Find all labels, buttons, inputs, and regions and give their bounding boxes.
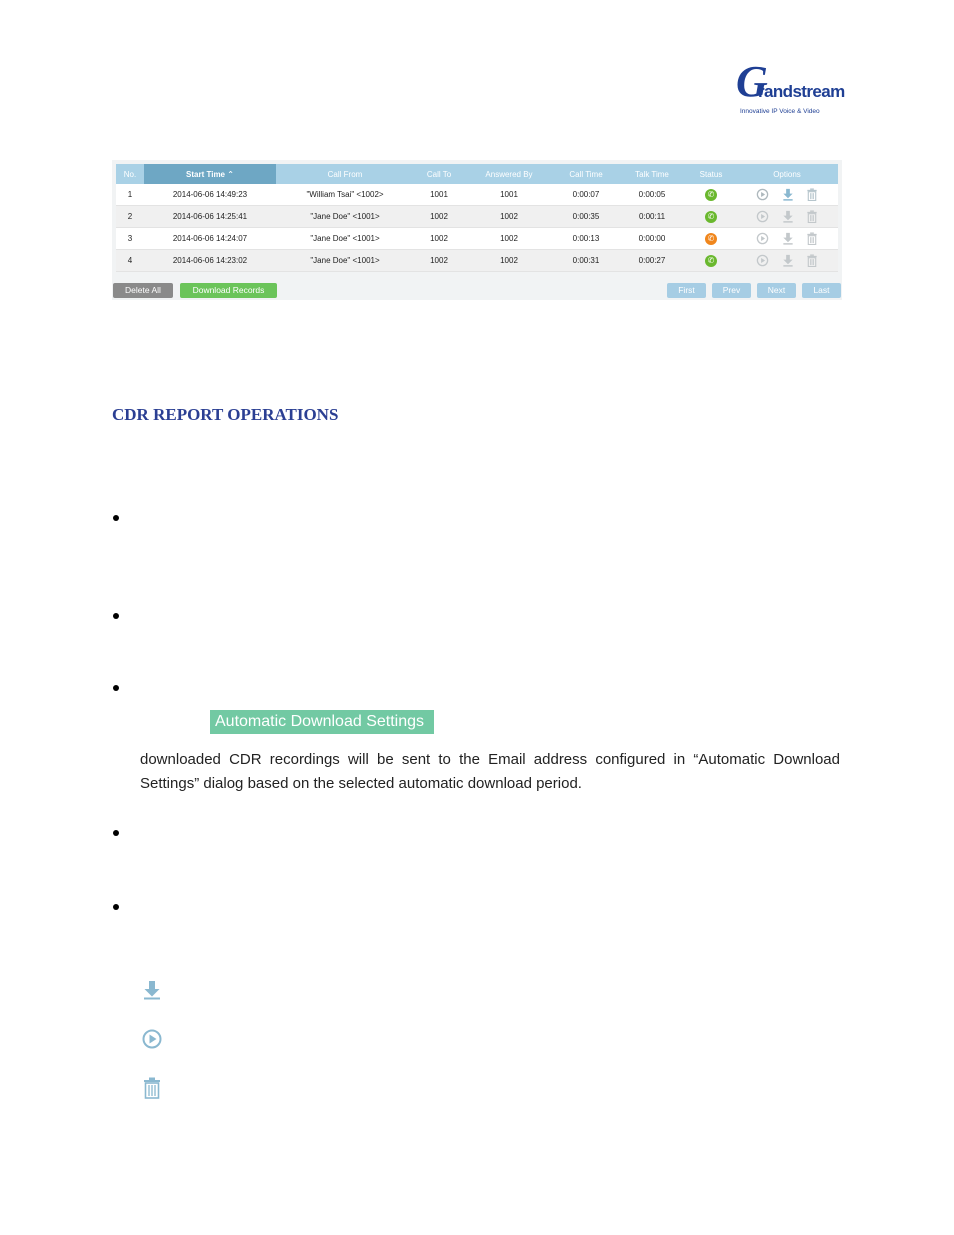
- bullet: [113, 904, 119, 910]
- download-icon[interactable]: [782, 232, 794, 245]
- cell-call-to: 1002: [414, 206, 464, 228]
- download-records-button[interactable]: Download Records: [180, 283, 277, 298]
- cell-options: [736, 184, 838, 206]
- download-icon[interactable]: [782, 210, 794, 223]
- table-header-row: [116, 164, 838, 184]
- bullet: [113, 613, 119, 619]
- cell-call-from: "Jane Doe" <1001>: [276, 228, 414, 250]
- table-row: [116, 206, 838, 228]
- cell-start-time: 2014-06-06 14:25:41: [144, 206, 276, 228]
- table-row: [116, 250, 838, 272]
- trash-icon[interactable]: [806, 232, 818, 245]
- cell-start-time: 2014-06-06 14:49:23: [144, 184, 276, 206]
- cell-call-time: 0:00:31: [554, 250, 618, 272]
- answered-phone-icon: ✆: [705, 255, 717, 267]
- cell-call-to: 1002: [414, 228, 464, 250]
- cell-answered-by: 1002: [464, 206, 554, 228]
- play-icon[interactable]: [756, 210, 769, 223]
- cell-options: [736, 228, 838, 250]
- grandstream-logo: [736, 57, 845, 120]
- cell-call-time: 0:00:35: [554, 206, 618, 228]
- answered-phone-icon: ✆: [705, 211, 717, 223]
- cell-call-from: "Jane Doe" <1001>: [276, 250, 414, 272]
- cell-options: [736, 206, 838, 228]
- missed-call-icon: ✆: [705, 233, 717, 245]
- paragraph: downloaded CDR recordings will be sent to the Email address configured in “Automatic Download Settings” dialog based on the selected automatic download period.: [140, 751, 840, 792]
- cell-answered-by: 1002: [464, 228, 554, 250]
- col-call-from[interactable]: Call From: [276, 164, 414, 184]
- col-no[interactable]: No.: [116, 164, 144, 184]
- cell-no: 1: [116, 184, 144, 206]
- cell-call-from: "Jane Doe" <1001>: [276, 206, 414, 228]
- automatic-download-settings-button[interactable]: Automatic Download Settings: [210, 710, 434, 734]
- cell-status: [686, 228, 736, 250]
- col-call-time[interactable]: Call Time: [554, 164, 618, 184]
- cell-status: [686, 250, 736, 272]
- cell-talk-time: 0:00:27: [618, 250, 686, 272]
- col-start-time-label: Start Time: [186, 169, 226, 179]
- first-page-button[interactable]: First: [667, 283, 706, 298]
- cell-talk-time: 0:00:00: [618, 228, 686, 250]
- cdr-table: [116, 164, 838, 272]
- delete-all-button[interactable]: Delete All: [113, 283, 173, 298]
- trash-icon[interactable]: [806, 254, 818, 267]
- cell-talk-time: 0:00:11: [618, 206, 686, 228]
- cell-call-to: 1002: [414, 250, 464, 272]
- logo-mark: G: [736, 57, 768, 106]
- cell-call-from: "William Tsai" <1002>: [276, 184, 414, 206]
- col-status[interactable]: Status: [686, 164, 736, 184]
- trash-icon[interactable]: [806, 188, 818, 201]
- section-heading: CDR REPORT OPERATIONS: [112, 405, 339, 424]
- cell-options: [736, 250, 838, 272]
- bullet: [113, 685, 119, 691]
- answered-phone-icon: ✆: [705, 189, 717, 201]
- cell-status: [686, 184, 736, 206]
- table-row: [116, 228, 838, 250]
- next-page-button[interactable]: Next: [757, 283, 796, 298]
- cdr-panel: [112, 160, 842, 300]
- bullet: [113, 830, 119, 836]
- play-icon[interactable]: [756, 232, 769, 245]
- logo-word: randstream: [758, 82, 845, 101]
- download-icon: [140, 978, 164, 1002]
- download-icon[interactable]: [782, 188, 794, 201]
- cell-no: 2: [116, 206, 144, 228]
- trash-icon[interactable]: [806, 210, 818, 223]
- cell-answered-by: 1002: [464, 250, 554, 272]
- sort-up-icon: ⌃: [227, 169, 234, 179]
- logo-tagline: Innovative IP Voice & Video: [740, 108, 820, 115]
- play-icon: [140, 1027, 164, 1051]
- download-icon[interactable]: [782, 254, 794, 267]
- cell-call-time: 0:00:13: [554, 228, 618, 250]
- bullet: [113, 515, 119, 521]
- cell-answered-by: 1001: [464, 184, 554, 206]
- cell-no: 4: [116, 250, 144, 272]
- play-icon[interactable]: [756, 188, 769, 201]
- cell-talk-time: 0:00:05: [618, 184, 686, 206]
- table-row: [116, 184, 838, 206]
- col-call-to[interactable]: Call To: [414, 164, 464, 184]
- cell-call-to: 1001: [414, 184, 464, 206]
- play-icon[interactable]: [756, 254, 769, 267]
- col-start-time[interactable]: [144, 164, 276, 184]
- last-page-button[interactable]: Last: [802, 283, 841, 298]
- cell-no: 3: [116, 228, 144, 250]
- col-options: Options: [736, 164, 838, 184]
- cell-start-time: 2014-06-06 14:24:07: [144, 228, 276, 250]
- prev-page-button[interactable]: Prev: [712, 283, 751, 298]
- trash-icon: [140, 1076, 164, 1100]
- cell-status: [686, 206, 736, 228]
- col-talk-time[interactable]: Talk Time: [618, 164, 686, 184]
- cell-call-time: 0:00:07: [554, 184, 618, 206]
- cell-start-time: 2014-06-06 14:23:02: [144, 250, 276, 272]
- col-answered-by[interactable]: Answered By: [464, 164, 554, 184]
